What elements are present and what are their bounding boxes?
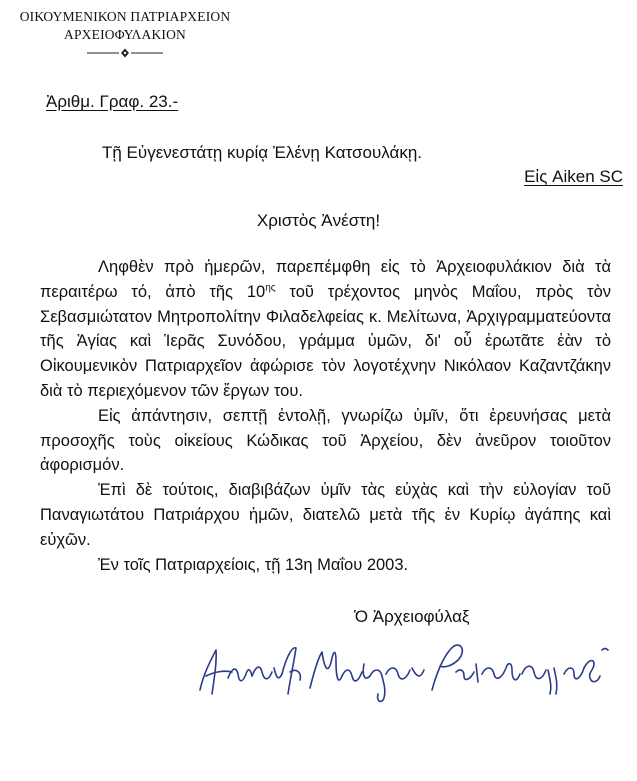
addressee: Τῇ Εὐγενεστάτῃ κυρίᾳ Ἐλένῃ Κατσουλάκῃ. [102,143,423,162]
reference-number: Ἀριθμ. Γραφ. 23.- [46,92,179,111]
letterhead-patriarchate: ΟΙΚΟΥΜΕΝΙΚΟΝ ΠΑΤΡΙΑΡΧΕΙΟΝ [19,9,231,24]
handwritten-signature-icon [186,628,616,708]
ornamental-divider-icon [85,48,165,58]
letterhead [8,8,242,58]
paragraph-inquiry-end: τοῦ τρέχοντος μηνὸς Μαΐου, πρὸς τὸν Σεβασμιώτατον Μητροπολίτην Φιλαδελφείας κ. Μελίτωνα, Ἀρχιγραμματεύοντα τῆς Ἁγίας καὶ Ἱερᾶς Συνόδου, γράμμα ὑμῶν, δι' οὗ ἐρωτᾶτε ἐὰν τὸ Οἰκουμενικὸν Πατριαρχεῖον ἀφώρισε τὸν λογοτέχνην Νικόλαον Καζαντζάκην διὰ τὸ περιεχόμενον τῶν ἔργων του. [40,282,612,400]
paragraph-inquiry [40,255,611,404]
recipient-location: Εἰς Aiken SC [524,167,623,186]
greeting: Χριστὸς Ἀνέστη! [256,211,381,230]
paragraph-inquiry-start: Ληφθὲν πρὸ ἡμερῶν, παρεπέμφθη εἰς τὸ Ἀρχειοφυλάκιον διὰ τὰ περαιτέρω τό, ἀπὸ τῆς 10 [40,258,611,301]
paragraph-date: Ἐν τοῖς Πατριαρχείοις, τῇ 13η Μαΐου 2003. [98,555,409,574]
letter-body [40,255,611,577]
signatory-title: Ὁ Ἀρχειοφύλαξ [354,607,470,626]
paragraph-blessing: Ἐπὶ δὲ τούτοις, διαβιβάζων ὑμῖν τὰς εὐχὰς καὶ τὴν εὐλογίαν τοῦ Παναγιωτάτου Πατριάρχου ἡμῶν, διατελῶ μετὰ τῆς ἐν Κυρίῳ ἀγάπης καὶ εὐχῶν. [40,481,611,549]
ordinal-suffix: ης [265,282,276,294]
paragraph-answer: Εἰς ἀπάντησιν, σεπτῇ ἐντολῇ, γνωρίζω ὑμῖν, ὅτι ἐρευνήσας μετὰ προσοχῆς τοὺς οἰκείους Κώδικας τοῦ Ἀρχείου, δὲν ἀνεῦρον τοιοῦτον ἀφορισμόν. [40,406,611,475]
letterhead-archive: ΑΡΧΕΙΟΦΥΛΑΚΙΟΝ [64,27,186,42]
